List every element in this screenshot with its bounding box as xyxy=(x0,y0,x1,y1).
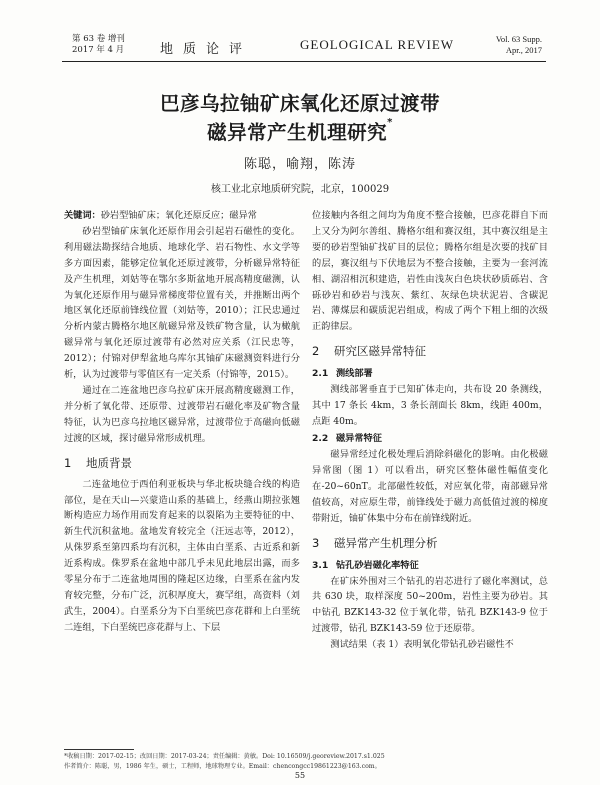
affiliation: 核工业北京地质研究院，北京，100029 xyxy=(210,184,390,195)
subsection-heading-3-1: 3.1 钻孔砂岩磁化率特征 xyxy=(312,559,419,571)
paragraph: 位接触内各组之间均为角度不整合接触，巴彦花群自下而上又分为阿尔善组、腾格尔组和赛汉组，其中赛汉组是主要的砂岩型铀矿找矿目的层位；腾格尔组是次要的找矿目的层，赛汉组与下伏地层为不整合接触，主要为一套河流相、湖沼相沉积建造，岩性由浅灰白色块状砂质砾岩、含砾砂岩和砂岩与浅灰、紫红、灰绿色块状泥岩、含碳泥岩、薄煤层和碳质泥岩组成，构成了两个下粗上细的次级正韵律层。 xyxy=(312,210,548,333)
paragraph: 测试结果（表 1）表明氧化带钻孔砂岩磁性不 xyxy=(330,639,514,651)
paragraph: 在矿床外围对三个钻孔的岩芯进行了磁化率测试，总共 630 块，取样深度 50~200m，岩性主要为砂岩。其中钻孔 BZK143-32 位于氧化带，钻孔 BZK143-9 位于过渡带，钻孔 BZK143-59 位于还原带。 xyxy=(312,575,548,635)
page-number: 55 xyxy=(294,771,306,780)
authors: 陈聪，喻翔，陈涛 xyxy=(243,157,356,172)
volume-info-cn: 第 63 卷 增刊 2017 年 4 月 xyxy=(72,34,125,55)
section-heading-3: 3 磁异常产生机理分析 xyxy=(312,535,438,550)
article-title-line2: 磁异常产生机理研究* xyxy=(207,117,393,144)
right-column xyxy=(312,208,548,653)
paragraph: 测线部署垂直于已知矿体走向，共布设 20 条测线，其中 17 条长 4km，3 条长剖面长 8km，线距 400m，点距 40m。 xyxy=(312,384,548,428)
paragraph: 砂岩型铀矿床氧化还原作用会引起岩石磁性的变化。利用磁法勘探结合地质、地球化学、岩石物性、水文学等多方面因素，能够定位氧化还原过渡带，分析磁异常特征及产生机理，刘姑等在鄂尔多斯盆地开展高精度磁测，认为氧化还原作用与磁异常梯度带位置有关，并推断出两个地区氧化还原前锋线位置（刘姑等，2010）；江民忠通过分析内蒙古腾格尔地区航磁异常及铁矿物含量，认为橄航磁异常与氧化还原过渡带有必然对应关系（江民忠等，2012）；付锦对伊犁盆地乌库尔其铀矿床磁测资料进行分析，认为过渡带与零值区有一定关系（付锦等，2015）。 xyxy=(64,225,300,381)
paragraph: 磁异常经过化极处理后消除斜磁化的影响。由化极磁异常图（图 1）可以看出，研究区整体磁性幅值变化在-20~60nT。北部磁性较低，对应氧化带，南部磁异常值较高，对应原生带，前锋线处于磁力高低值过渡的梯度带附近，铀矿体集中分布在前锋线附近。 xyxy=(312,448,548,524)
article-title-line1: 巴彦乌拉铀矿床氧化还原过渡带 xyxy=(159,92,440,115)
subsection-heading-2-2: 2.2 磁异常特征 xyxy=(312,432,382,444)
journal-title-en: GEOLOGICAL REVIEW xyxy=(300,37,455,52)
subsection-heading-2-1: 2.1 测线部署 xyxy=(312,368,373,380)
section-heading-2: 2 研究区磁异常特征 xyxy=(312,344,426,359)
volume-info-en: Vol. 63 Supp. Apr., 2017 xyxy=(495,34,542,55)
footnote: *收稿日期：2017-02-15；改回日期：2017-03-24；责任编辑：黄敏。Doi: 10.16509/j.georeview.2017.s1.025 作者简介：陈聪，男，1986 年生，硕士，工程师，地球物理专业。Email：chencongcc19861223@163.com。 xyxy=(64,753,385,770)
title-footnote-mark: * xyxy=(387,117,393,128)
keywords: 关键词：砂岩型铀矿床；氧化还原反应；磁异常 xyxy=(64,210,257,221)
left-column xyxy=(64,208,300,636)
paragraph: 二连盆地位于西伯利亚板块与华北板块缝合线的构造部位，是在天山—兴蒙造山系的基础上，经燕山期拉张翘断构造应力场作用而发育起来的以裂陷为主要特征的中、新生代沉积盆地。盆地发育较完全（汪远志等，2012），从侏罗系至第四系均有沉积，主体由白垩系、古近系和新近系构成。侏罗系在盆地中部几乎未见此地层出露，而多零星分布于二连盆地周围的隆起区边缘，白垩系在盆内发育较完整，分布广泛，沉积厚度大，赛罕组，高资料（刘武生，2004）。白垩系分为下白垩统巴彦花群和上白垩统二连组，下白垩统巴彦花群与上、下层 xyxy=(64,478,300,633)
footnote-rule xyxy=(64,749,134,750)
paragraph: 通过在二连盆地巴彦乌拉矿床开展高精度磁测工作，并分析了氧化带、还原带、过渡带岩石磁化率及矿物含量特征，认为巴彦乌拉地区磁异常，过渡带位于高磁向低磁过渡的区域，探讨磁异常形成机理。 xyxy=(64,384,300,444)
running-header xyxy=(0,0,600,62)
header-rule xyxy=(62,61,546,62)
journal-title-cn: 地质论评 xyxy=(160,42,253,57)
section-heading-1: 1 地质背景 xyxy=(64,455,132,470)
